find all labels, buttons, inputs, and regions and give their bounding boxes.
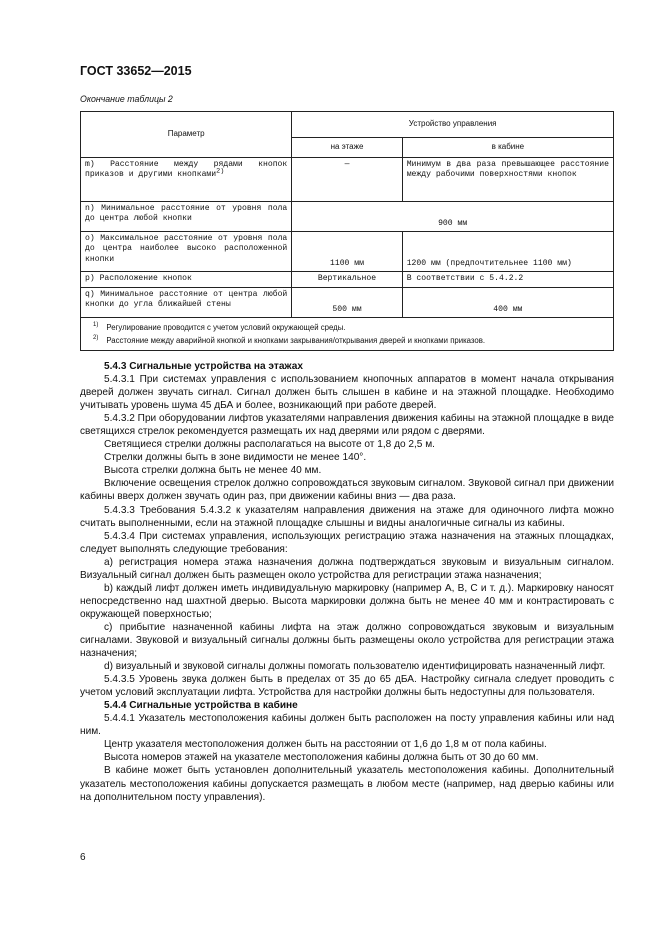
paragraph: с) прибытие назначенной кабины лифта на этаж должно сопровождаться звуковым и визуальным сигналами. Звуковой и визуальный сигналы должны быть размещены около устройства для регистрации этажа назначения; — [80, 621, 614, 660]
document-header: ГОСТ 33652—2015 — [80, 64, 192, 78]
column-header-parameter: Параметр — [81, 112, 292, 158]
paragraph: Центр указателя местоположения должен быть на расстоянии от 1,6 до 1,8 м от пола кабины. — [104, 739, 547, 751]
section-heading: 5.4.3 Сигнальные устройства на этажах — [104, 361, 303, 372]
row-value-merged: 900 мм — [292, 202, 614, 232]
section-heading: 5.4.4 Сигнальные устройства в кабине — [104, 700, 298, 712]
row-parameter: o) Максимальное расстояние от уровня пола до центра наиболее высоко расположенной кнопки — [81, 232, 292, 272]
page-number: 6 — [80, 852, 86, 863]
footnote: $^{2)}$ Расстояние между аварийной кнопкой и кнопками закрывания/открывания дверей и кнопками приказов. — [93, 335, 486, 345]
footnote-ref: 2) — [216, 167, 225, 176]
row-parameter: m) Расстояние между рядами кнопок приказов и другими кнопками$^{2)}$ — [81, 158, 292, 202]
row-parameter: q) Минимальное расстояние от центра любой кнопки до угла ближайшей стены — [81, 288, 292, 318]
table-footnotes — [81, 318, 614, 351]
paragraph: 5.4.3.3 Требования 5.4.3.2 к указателям направления движения на этаже для одиночного лифта можно считать выполненными, если на этажной площадке слышны и видны аналогичные сигналы из кабины. — [80, 504, 614, 529]
table-row — [81, 158, 614, 202]
paragraph: 5.4.3.5 Уровень звука должен быть в пределах от 35 до 65 дБА. Настройку сигнала следует проводить с учетом условий эксплуатации лифта. Устройства для настройки должны быть недоступны для пользователя. — [80, 674, 614, 699]
table-caption: Окончание таблицы 2 — [80, 94, 173, 104]
paragraph: Включение освещения стрелок должно сопровождаться звуковым сигналом. Звуковой сигнал при движении кабины вверх должен звучать один раз, при движении кабины вниз — два раза. — [80, 478, 614, 503]
row-value-floor: 500 мм — [292, 288, 402, 318]
table-row — [81, 288, 614, 318]
paragraph: а) регистрация номера этажа назначения должна подтверждаться звуковым и визуальным сигналом. Визуальный сигнал должен быть размещен около устройства для регистрации этажа назначения; — [80, 556, 614, 581]
paragraph: Стрелки должны быть в зоне видимости не менее 140°. — [104, 452, 367, 464]
row-value-cabin: 1200 мм (предпочтительнее 1100 мм) — [402, 232, 613, 272]
row-value-floor: Вертикальное — [292, 272, 402, 288]
specification-table — [80, 111, 614, 351]
table-row — [81, 272, 614, 288]
column-header-control-device: Устройство управления — [292, 112, 614, 138]
row-value-floor: — — [292, 158, 402, 202]
paragraph: 5.4.3.2 При оборудовании лифтов указателями направления движения кабины на этажной площадке в виде светящихся стрелок рекомендуется размещать их над дверями или рядом с дверями. — [80, 413, 614, 438]
column-header-in-cabin: в кабине — [402, 138, 613, 158]
paragraph: Светящиеся стрелки должны располагаться на высоте от 1,8 до 2,5 м. — [104, 439, 435, 451]
row-parameter: n) Минимальное расстояние от уровня пола до центра любой кнопки — [81, 202, 292, 232]
paragraph: Высота стрелки должна быть не менее 40 мм. — [104, 465, 322, 477]
paragraph: 5.4.3.1 При системах управления с использованием кнопочных аппаратов в момент начала открывания дверей должен звучать сигнал. Сигнал должен быть слышен в кабине и на этажной площадке. Необходимо учитывать уровень шума 45 дБА и более, возникающий при работе дверей. — [80, 374, 614, 412]
paragraph: d) визуальный и звуковой сигналы должны помогать пользователю идентифицировать назначенный лифт. — [104, 661, 606, 673]
paragraph: Высота номеров этажей на указателе местоположения кабины должна быть от 30 до 60 мм. — [104, 752, 539, 764]
body-text — [80, 360, 614, 804]
column-header-on-floor: на этаже — [292, 138, 402, 158]
paragraph: В кабине может быть установлен дополнительный указатель местоположения кабины. Дополнительный указатель местоположения кабины допускается размещать в любом месте (например, над дверью кабины или на дополнительном посту управления). — [80, 765, 614, 803]
footnote: $^{1)}$ Регулирование проводится с учетом условий окружающей среды. — [93, 322, 346, 332]
row-value-cabin: В соответствии с 5.4.2.2 — [402, 272, 613, 288]
paragraph: 5.4.4.1 Указатель местоположения кабины должен быть расположен на посту управления кабины или над ним. — [80, 713, 614, 738]
paragraph: 5.4.3.4 При системах управления, использующих регистрацию этажа назначения на этажных площадках, следует выполнять следующие требования: — [80, 530, 614, 555]
row-value-floor: 1100 мм — [292, 232, 402, 272]
row-value-cabin: Минимум в два раза превышающее расстояние между рабочими поверхностями кнопок — [402, 158, 613, 202]
paragraph: b) каждый лифт должен иметь индивидуальную маркировку (например А, В, С и т. д.). Маркировку наносят непосредственно над шахтной дверью. Высота маркировки должна быть не менее 40 мм и контрастировать с окружающей поверхностью; — [80, 582, 614, 620]
row-parameter: p) Расположение кнопок — [81, 272, 292, 288]
table-row — [81, 202, 614, 232]
table-row — [81, 232, 614, 272]
row-value-cabin: 400 мм — [402, 288, 613, 318]
